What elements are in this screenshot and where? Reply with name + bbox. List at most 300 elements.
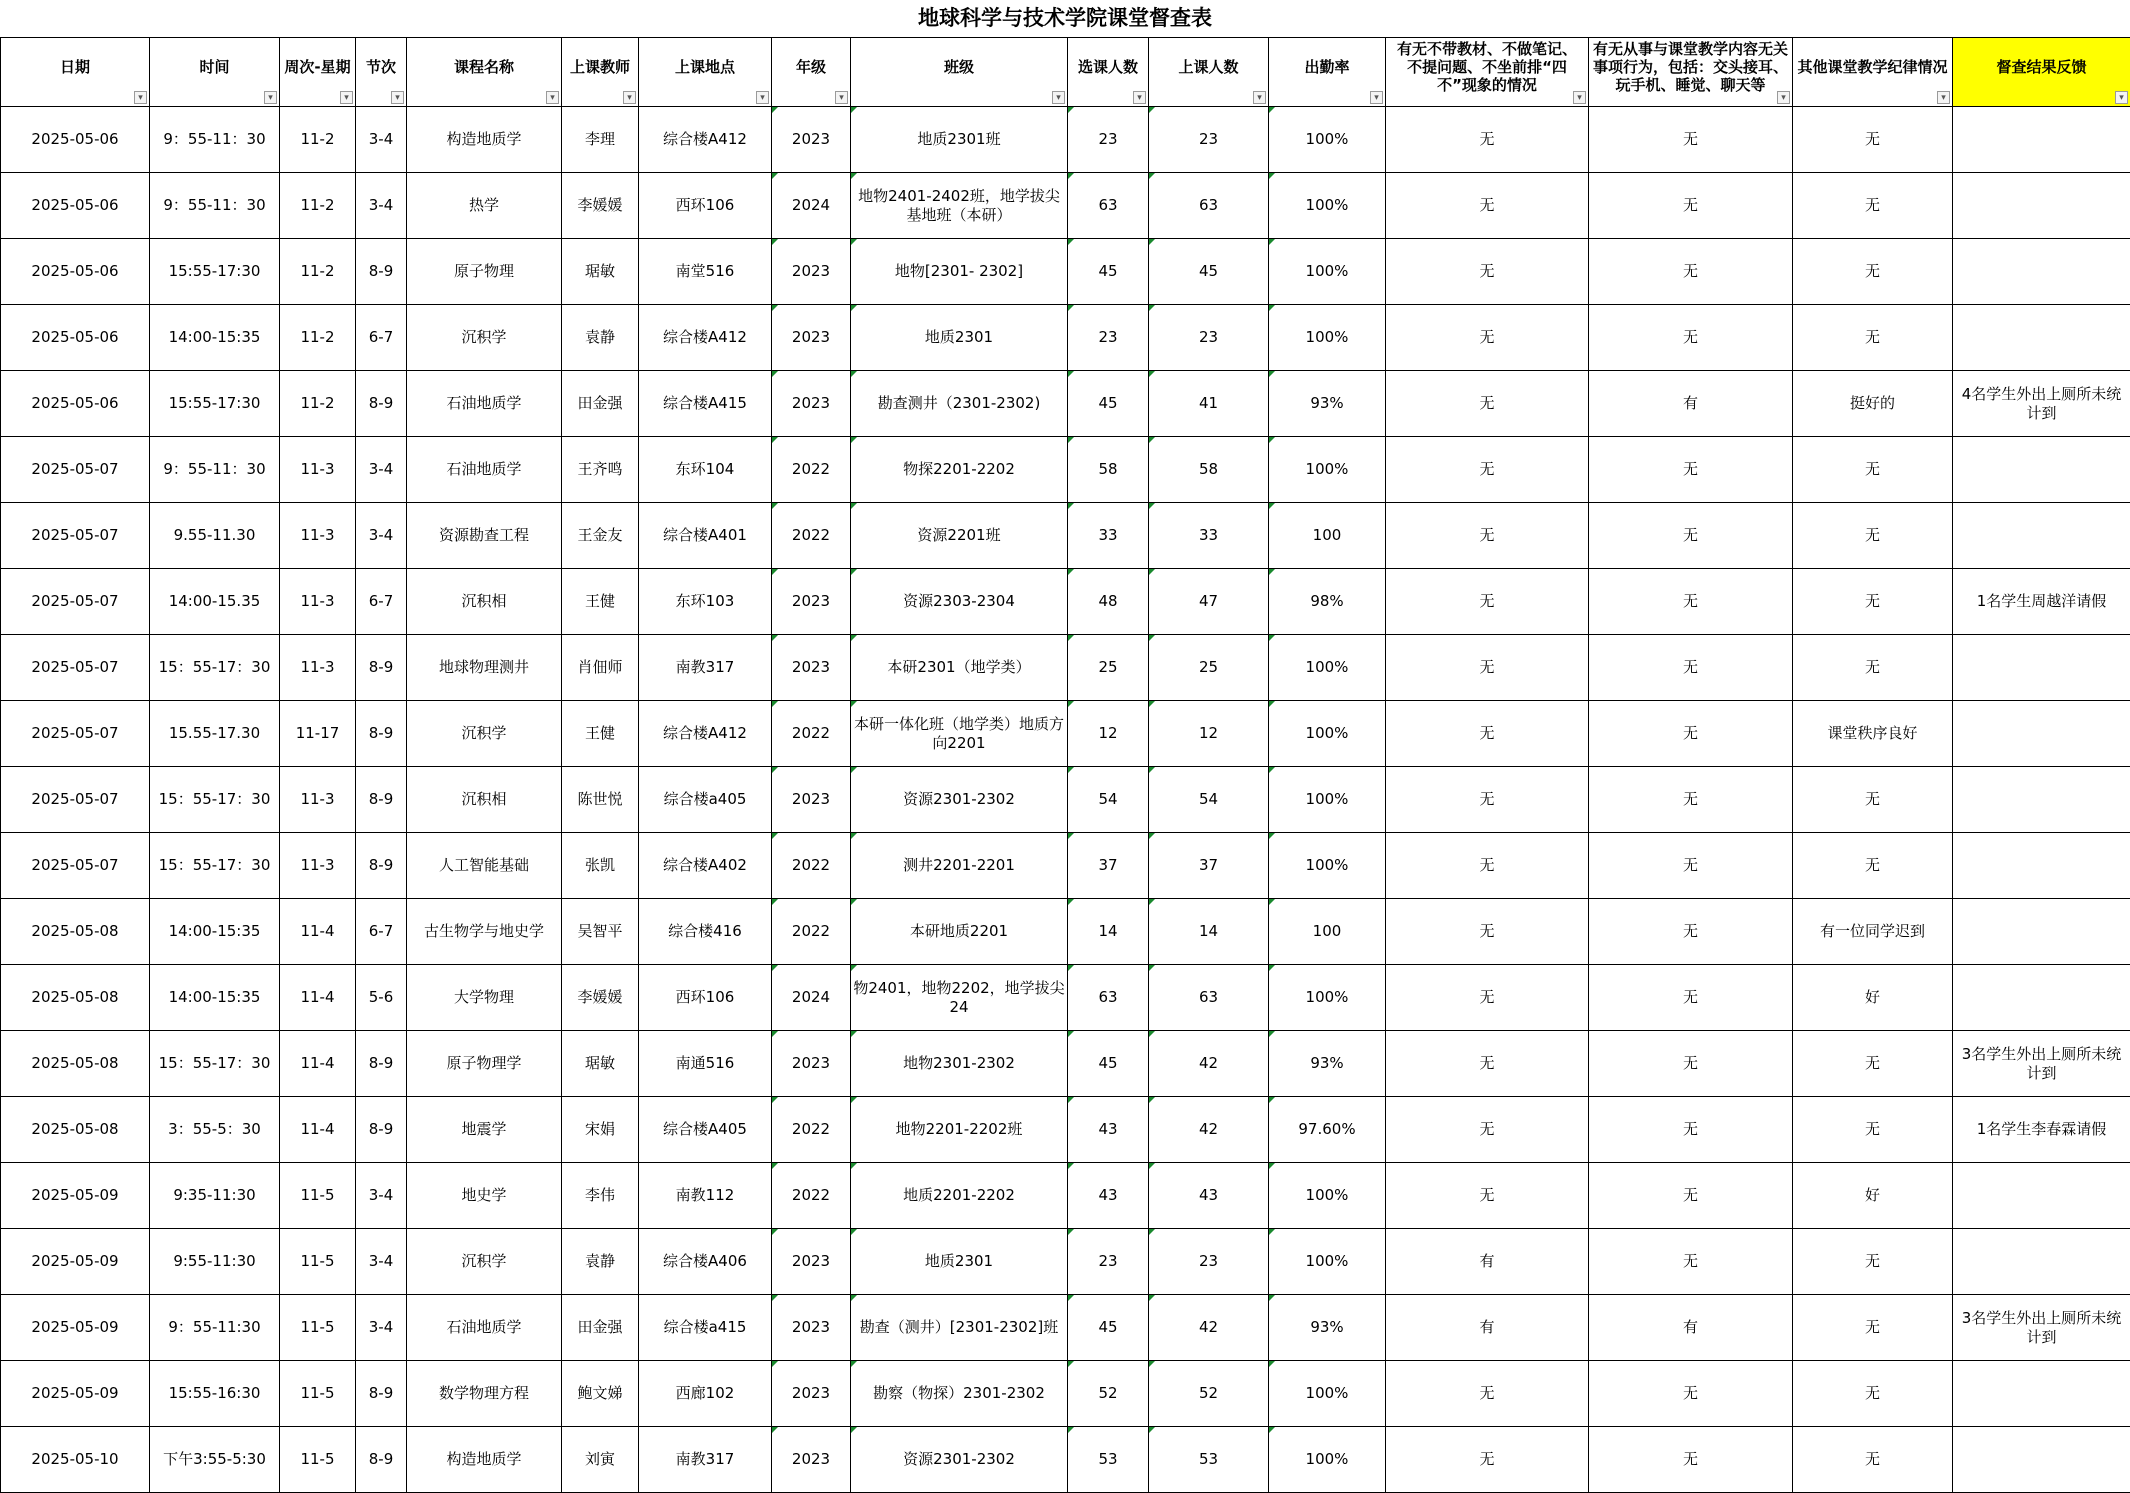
cell-date[interactable]: [1, 635, 150, 701]
cell-four-no-issues[interactable]: [1386, 1229, 1589, 1295]
cell-class[interactable]: [851, 1031, 1068, 1097]
cell-four-no-issues[interactable]: [1386, 569, 1589, 635]
cell-attendance-rate[interactable]: [1269, 173, 1386, 239]
cell-period[interactable]: [356, 767, 407, 833]
cell-location[interactable]: [639, 569, 772, 635]
cell-unrelated-behavior[interactable]: [1589, 1229, 1793, 1295]
cell-enrolled[interactable]: [1068, 833, 1149, 899]
cell-attendance-rate[interactable]: [1269, 899, 1386, 965]
cell-grade[interactable]: [772, 1295, 851, 1361]
cell-attendance-rate[interactable]: [1269, 371, 1386, 437]
cell-teacher[interactable]: [562, 1031, 639, 1097]
cell-course-name[interactable]: [407, 437, 562, 503]
cell-attendance-rate[interactable]: [1269, 503, 1386, 569]
cell-location[interactable]: [639, 1097, 772, 1163]
cell-enrolled[interactable]: [1068, 1295, 1149, 1361]
cell-unrelated-behavior[interactable]: [1589, 1361, 1793, 1427]
column-header-enrolled[interactable]: [1068, 38, 1149, 107]
cell-teacher[interactable]: [562, 767, 639, 833]
filter-dropdown-icon[interactable]: ▾: [264, 91, 277, 104]
cell-time[interactable]: [150, 107, 280, 173]
cell-week-day[interactable]: [280, 173, 356, 239]
cell-unrelated-behavior[interactable]: [1589, 965, 1793, 1031]
cell-teacher[interactable]: [562, 1163, 639, 1229]
cell-location[interactable]: [639, 899, 772, 965]
cell-period[interactable]: [356, 1229, 407, 1295]
cell-teacher[interactable]: [562, 503, 639, 569]
cell-other-discipline[interactable]: [1793, 701, 1953, 767]
cell-grade[interactable]: [772, 833, 851, 899]
cell-attended[interactable]: [1149, 965, 1269, 1031]
cell-attended[interactable]: [1149, 1295, 1269, 1361]
cell-week-day[interactable]: [280, 767, 356, 833]
cell-grade[interactable]: [772, 173, 851, 239]
cell-period[interactable]: [356, 107, 407, 173]
cell-attendance-rate[interactable]: [1269, 1295, 1386, 1361]
cell-other-discipline[interactable]: [1793, 107, 1953, 173]
cell-unrelated-behavior[interactable]: [1589, 173, 1793, 239]
cell-course-name[interactable]: [407, 173, 562, 239]
cell-feedback[interactable]: [1953, 1031, 2130, 1097]
column-header-four-no-issues[interactable]: [1386, 38, 1589, 107]
cell-week-day[interactable]: [280, 305, 356, 371]
cell-period[interactable]: [356, 503, 407, 569]
cell-four-no-issues[interactable]: [1386, 503, 1589, 569]
cell-four-no-issues[interactable]: [1386, 1031, 1589, 1097]
cell-attended[interactable]: [1149, 1427, 1269, 1493]
cell-unrelated-behavior[interactable]: [1589, 1295, 1793, 1361]
cell-four-no-issues[interactable]: [1386, 965, 1589, 1031]
cell-attended[interactable]: [1149, 437, 1269, 503]
column-header-other-discipline[interactable]: [1793, 38, 1953, 107]
cell-date[interactable]: [1, 1163, 150, 1229]
cell-period[interactable]: [356, 1097, 407, 1163]
cell-feedback[interactable]: [1953, 635, 2130, 701]
cell-feedback[interactable]: [1953, 899, 2130, 965]
cell-attendance-rate[interactable]: [1269, 701, 1386, 767]
cell-class[interactable]: [851, 833, 1068, 899]
filter-dropdown-icon[interactable]: ▾: [1573, 91, 1586, 104]
cell-time[interactable]: [150, 701, 280, 767]
cell-attended[interactable]: [1149, 1163, 1269, 1229]
cell-feedback[interactable]: [1953, 1295, 2130, 1361]
cell-class[interactable]: [851, 1361, 1068, 1427]
cell-feedback[interactable]: [1953, 503, 2130, 569]
cell-unrelated-behavior[interactable]: [1589, 833, 1793, 899]
cell-date[interactable]: [1, 371, 150, 437]
cell-enrolled[interactable]: [1068, 1427, 1149, 1493]
cell-time[interactable]: [150, 767, 280, 833]
cell-grade[interactable]: [772, 899, 851, 965]
cell-week-day[interactable]: [280, 1163, 356, 1229]
cell-week-day[interactable]: [280, 1229, 356, 1295]
cell-time[interactable]: [150, 1097, 280, 1163]
cell-period[interactable]: [356, 701, 407, 767]
cell-course-name[interactable]: [407, 899, 562, 965]
cell-attended[interactable]: [1149, 899, 1269, 965]
cell-location[interactable]: [639, 1229, 772, 1295]
cell-class[interactable]: [851, 173, 1068, 239]
cell-attendance-rate[interactable]: [1269, 833, 1386, 899]
cell-enrolled[interactable]: [1068, 569, 1149, 635]
cell-week-day[interactable]: [280, 503, 356, 569]
cell-location[interactable]: [639, 305, 772, 371]
cell-four-no-issues[interactable]: [1386, 767, 1589, 833]
cell-enrolled[interactable]: [1068, 1097, 1149, 1163]
cell-location[interactable]: [639, 965, 772, 1031]
cell-date[interactable]: [1, 833, 150, 899]
cell-teacher[interactable]: [562, 305, 639, 371]
cell-course-name[interactable]: [407, 371, 562, 437]
cell-class[interactable]: [851, 635, 1068, 701]
cell-attendance-rate[interactable]: [1269, 239, 1386, 305]
cell-time[interactable]: [150, 305, 280, 371]
cell-feedback[interactable]: [1953, 1163, 2130, 1229]
cell-date[interactable]: [1, 305, 150, 371]
cell-four-no-issues[interactable]: [1386, 899, 1589, 965]
cell-period[interactable]: [356, 833, 407, 899]
cell-week-day[interactable]: [280, 1295, 356, 1361]
cell-feedback[interactable]: [1953, 767, 2130, 833]
cell-unrelated-behavior[interactable]: [1589, 569, 1793, 635]
cell-other-discipline[interactable]: [1793, 239, 1953, 305]
cell-course-name[interactable]: [407, 503, 562, 569]
cell-other-discipline[interactable]: [1793, 503, 1953, 569]
cell-week-day[interactable]: [280, 1427, 356, 1493]
cell-feedback[interactable]: [1953, 569, 2130, 635]
cell-four-no-issues[interactable]: [1386, 437, 1589, 503]
cell-four-no-issues[interactable]: [1386, 635, 1589, 701]
cell-teacher[interactable]: [562, 239, 639, 305]
cell-other-discipline[interactable]: [1793, 635, 1953, 701]
cell-unrelated-behavior[interactable]: [1589, 239, 1793, 305]
cell-attended[interactable]: [1149, 1229, 1269, 1295]
cell-other-discipline[interactable]: [1793, 371, 1953, 437]
cell-other-discipline[interactable]: [1793, 437, 1953, 503]
filter-dropdown-icon[interactable]: ▾: [1253, 91, 1266, 104]
cell-other-discipline[interactable]: [1793, 1361, 1953, 1427]
cell-location[interactable]: [639, 767, 772, 833]
cell-attended[interactable]: [1149, 635, 1269, 701]
cell-teacher[interactable]: [562, 371, 639, 437]
cell-four-no-issues[interactable]: [1386, 1427, 1589, 1493]
cell-class[interactable]: [851, 701, 1068, 767]
column-header-location[interactable]: [639, 38, 772, 107]
cell-enrolled[interactable]: [1068, 1361, 1149, 1427]
column-header-grade[interactable]: [772, 38, 851, 107]
cell-time[interactable]: [150, 1295, 280, 1361]
cell-date[interactable]: [1, 767, 150, 833]
cell-teacher[interactable]: [562, 1427, 639, 1493]
cell-four-no-issues[interactable]: [1386, 1361, 1589, 1427]
cell-teacher[interactable]: [562, 1361, 639, 1427]
cell-date[interactable]: [1, 1031, 150, 1097]
cell-location[interactable]: [639, 1031, 772, 1097]
cell-teacher[interactable]: [562, 569, 639, 635]
cell-attendance-rate[interactable]: [1269, 437, 1386, 503]
cell-attendance-rate[interactable]: [1269, 305, 1386, 371]
cell-unrelated-behavior[interactable]: [1589, 1031, 1793, 1097]
cell-grade[interactable]: [772, 1163, 851, 1229]
cell-other-discipline[interactable]: [1793, 569, 1953, 635]
cell-period[interactable]: [356, 1295, 407, 1361]
cell-course-name[interactable]: [407, 1427, 562, 1493]
column-header-time[interactable]: [150, 38, 280, 107]
cell-four-no-issues[interactable]: [1386, 1097, 1589, 1163]
cell-grade[interactable]: [772, 701, 851, 767]
filter-dropdown-icon[interactable]: ▾: [1777, 91, 1790, 104]
cell-feedback[interactable]: [1953, 1361, 2130, 1427]
cell-period[interactable]: [356, 371, 407, 437]
cell-grade[interactable]: [772, 437, 851, 503]
cell-date[interactable]: [1, 569, 150, 635]
filter-dropdown-icon[interactable]: ▾: [1370, 91, 1383, 104]
filter-dropdown-icon[interactable]: ▾: [1052, 91, 1065, 104]
cell-feedback[interactable]: [1953, 1427, 2130, 1493]
cell-class[interactable]: [851, 899, 1068, 965]
cell-week-day[interactable]: [280, 635, 356, 701]
cell-period[interactable]: [356, 965, 407, 1031]
cell-time[interactable]: [150, 1427, 280, 1493]
cell-date[interactable]: [1, 239, 150, 305]
column-header-attended[interactable]: [1149, 38, 1269, 107]
cell-course-name[interactable]: [407, 1229, 562, 1295]
cell-course-name[interactable]: [407, 767, 562, 833]
cell-four-no-issues[interactable]: [1386, 239, 1589, 305]
cell-grade[interactable]: [772, 1229, 851, 1295]
cell-location[interactable]: [639, 107, 772, 173]
cell-unrelated-behavior[interactable]: [1589, 635, 1793, 701]
cell-other-discipline[interactable]: [1793, 965, 1953, 1031]
cell-period[interactable]: [356, 437, 407, 503]
cell-enrolled[interactable]: [1068, 635, 1149, 701]
cell-four-no-issues[interactable]: [1386, 701, 1589, 767]
cell-other-discipline[interactable]: [1793, 1229, 1953, 1295]
cell-enrolled[interactable]: [1068, 503, 1149, 569]
cell-other-discipline[interactable]: [1793, 899, 1953, 965]
cell-location[interactable]: [639, 635, 772, 701]
cell-time[interactable]: [150, 1031, 280, 1097]
filter-dropdown-icon[interactable]: ▾: [1937, 91, 1950, 104]
cell-week-day[interactable]: [280, 437, 356, 503]
cell-course-name[interactable]: [407, 1097, 562, 1163]
cell-location[interactable]: [639, 1427, 772, 1493]
cell-feedback[interactable]: [1953, 833, 2130, 899]
cell-unrelated-behavior[interactable]: [1589, 1163, 1793, 1229]
cell-date[interactable]: [1, 1427, 150, 1493]
cell-grade[interactable]: [772, 239, 851, 305]
cell-unrelated-behavior[interactable]: [1589, 437, 1793, 503]
cell-attended[interactable]: [1149, 1031, 1269, 1097]
column-header-period[interactable]: [356, 38, 407, 107]
cell-course-name[interactable]: [407, 1295, 562, 1361]
cell-course-name[interactable]: [407, 965, 562, 1031]
cell-time[interactable]: [150, 635, 280, 701]
cell-attended[interactable]: [1149, 503, 1269, 569]
cell-course-name[interactable]: [407, 1361, 562, 1427]
cell-time[interactable]: [150, 899, 280, 965]
filter-dropdown-icon[interactable]: ▾: [340, 91, 353, 104]
cell-course-name[interactable]: [407, 701, 562, 767]
cell-location[interactable]: [639, 437, 772, 503]
cell-period[interactable]: [356, 1163, 407, 1229]
cell-grade[interactable]: [772, 371, 851, 437]
cell-week-day[interactable]: [280, 833, 356, 899]
cell-time[interactable]: [150, 173, 280, 239]
cell-course-name[interactable]: [407, 833, 562, 899]
cell-enrolled[interactable]: [1068, 437, 1149, 503]
cell-attended[interactable]: [1149, 107, 1269, 173]
cell-teacher[interactable]: [562, 701, 639, 767]
cell-grade[interactable]: [772, 635, 851, 701]
cell-attendance-rate[interactable]: [1269, 107, 1386, 173]
cell-date[interactable]: [1, 1295, 150, 1361]
cell-grade[interactable]: [772, 569, 851, 635]
cell-enrolled[interactable]: [1068, 899, 1149, 965]
cell-week-day[interactable]: [280, 1031, 356, 1097]
cell-feedback[interactable]: [1953, 371, 2130, 437]
cell-other-discipline[interactable]: [1793, 173, 1953, 239]
cell-enrolled[interactable]: [1068, 371, 1149, 437]
cell-feedback[interactable]: [1953, 701, 2130, 767]
cell-attendance-rate[interactable]: [1269, 1229, 1386, 1295]
cell-period[interactable]: [356, 305, 407, 371]
cell-course-name[interactable]: [407, 635, 562, 701]
cell-grade[interactable]: [772, 1097, 851, 1163]
cell-other-discipline[interactable]: [1793, 833, 1953, 899]
cell-feedback[interactable]: [1953, 1229, 2130, 1295]
cell-class[interactable]: [851, 503, 1068, 569]
cell-attended[interactable]: [1149, 569, 1269, 635]
cell-grade[interactable]: [772, 305, 851, 371]
cell-week-day[interactable]: [280, 899, 356, 965]
cell-location[interactable]: [639, 833, 772, 899]
cell-other-discipline[interactable]: [1793, 1097, 1953, 1163]
column-header-week-day[interactable]: [280, 38, 356, 107]
cell-week-day[interactable]: [280, 371, 356, 437]
cell-enrolled[interactable]: [1068, 1229, 1149, 1295]
cell-grade[interactable]: [772, 767, 851, 833]
filter-dropdown-icon[interactable]: ▾: [134, 91, 147, 104]
cell-four-no-issues[interactable]: [1386, 305, 1589, 371]
cell-attended[interactable]: [1149, 173, 1269, 239]
cell-period[interactable]: [356, 173, 407, 239]
cell-location[interactable]: [639, 1361, 772, 1427]
cell-class[interactable]: [851, 239, 1068, 305]
cell-date[interactable]: [1, 107, 150, 173]
filter-dropdown-icon[interactable]: ▾: [623, 91, 636, 104]
filter-dropdown-icon[interactable]: ▾: [2115, 91, 2128, 104]
cell-class[interactable]: [851, 107, 1068, 173]
cell-date[interactable]: [1, 701, 150, 767]
cell-unrelated-behavior[interactable]: [1589, 305, 1793, 371]
cell-attendance-rate[interactable]: [1269, 1097, 1386, 1163]
cell-location[interactable]: [639, 1163, 772, 1229]
cell-location[interactable]: [639, 1295, 772, 1361]
cell-time[interactable]: [150, 437, 280, 503]
cell-time[interactable]: [150, 833, 280, 899]
cell-four-no-issues[interactable]: [1386, 1163, 1589, 1229]
cell-unrelated-behavior[interactable]: [1589, 899, 1793, 965]
cell-teacher[interactable]: [562, 1097, 639, 1163]
cell-location[interactable]: [639, 701, 772, 767]
cell-teacher[interactable]: [562, 965, 639, 1031]
cell-time[interactable]: [150, 371, 280, 437]
cell-attendance-rate[interactable]: [1269, 965, 1386, 1031]
cell-course-name[interactable]: [407, 569, 562, 635]
cell-other-discipline[interactable]: [1793, 1295, 1953, 1361]
cell-class[interactable]: [851, 1427, 1068, 1493]
cell-attendance-rate[interactable]: [1269, 1031, 1386, 1097]
cell-attendance-rate[interactable]: [1269, 1361, 1386, 1427]
cell-course-name[interactable]: [407, 1031, 562, 1097]
cell-attended[interactable]: [1149, 1097, 1269, 1163]
cell-time[interactable]: [150, 965, 280, 1031]
cell-class[interactable]: [851, 767, 1068, 833]
cell-period[interactable]: [356, 1361, 407, 1427]
cell-date[interactable]: [1, 1361, 150, 1427]
cell-period[interactable]: [356, 635, 407, 701]
cell-attendance-rate[interactable]: [1269, 1163, 1386, 1229]
filter-dropdown-icon[interactable]: ▾: [546, 91, 559, 104]
cell-teacher[interactable]: [562, 437, 639, 503]
cell-date[interactable]: [1, 1097, 150, 1163]
cell-week-day[interactable]: [280, 1361, 356, 1427]
filter-dropdown-icon[interactable]: ▾: [1133, 91, 1146, 104]
cell-class[interactable]: [851, 305, 1068, 371]
cell-attended[interactable]: [1149, 767, 1269, 833]
cell-date[interactable]: [1, 437, 150, 503]
cell-teacher[interactable]: [562, 173, 639, 239]
cell-teacher[interactable]: [562, 1295, 639, 1361]
cell-date[interactable]: [1, 899, 150, 965]
cell-feedback[interactable]: [1953, 437, 2130, 503]
cell-four-no-issues[interactable]: [1386, 833, 1589, 899]
cell-period[interactable]: [356, 569, 407, 635]
filter-dropdown-icon[interactable]: ▾: [391, 91, 404, 104]
cell-attended[interactable]: [1149, 305, 1269, 371]
cell-course-name[interactable]: [407, 305, 562, 371]
cell-period[interactable]: [356, 899, 407, 965]
cell-course-name[interactable]: [407, 1163, 562, 1229]
cell-date[interactable]: [1, 503, 150, 569]
cell-time[interactable]: [150, 1361, 280, 1427]
cell-attendance-rate[interactable]: [1269, 767, 1386, 833]
column-header-unrelated-behavior[interactable]: [1589, 38, 1793, 107]
column-header-date[interactable]: [1, 38, 150, 107]
cell-enrolled[interactable]: [1068, 305, 1149, 371]
cell-week-day[interactable]: [280, 701, 356, 767]
cell-unrelated-behavior[interactable]: [1589, 767, 1793, 833]
cell-four-no-issues[interactable]: [1386, 1295, 1589, 1361]
cell-unrelated-behavior[interactable]: [1589, 701, 1793, 767]
cell-teacher[interactable]: [562, 1229, 639, 1295]
column-header-class[interactable]: [851, 38, 1068, 107]
cell-other-discipline[interactable]: [1793, 767, 1953, 833]
cell-grade[interactable]: [772, 1031, 851, 1097]
cell-enrolled[interactable]: [1068, 173, 1149, 239]
cell-teacher[interactable]: [562, 635, 639, 701]
filter-dropdown-icon[interactable]: ▾: [835, 91, 848, 104]
cell-enrolled[interactable]: [1068, 239, 1149, 305]
cell-feedback[interactable]: [1953, 239, 2130, 305]
column-header-attendance-rate[interactable]: [1269, 38, 1386, 107]
cell-grade[interactable]: [772, 965, 851, 1031]
cell-location[interactable]: [639, 503, 772, 569]
cell-time[interactable]: [150, 569, 280, 635]
cell-date[interactable]: [1, 1229, 150, 1295]
cell-week-day[interactable]: [280, 107, 356, 173]
